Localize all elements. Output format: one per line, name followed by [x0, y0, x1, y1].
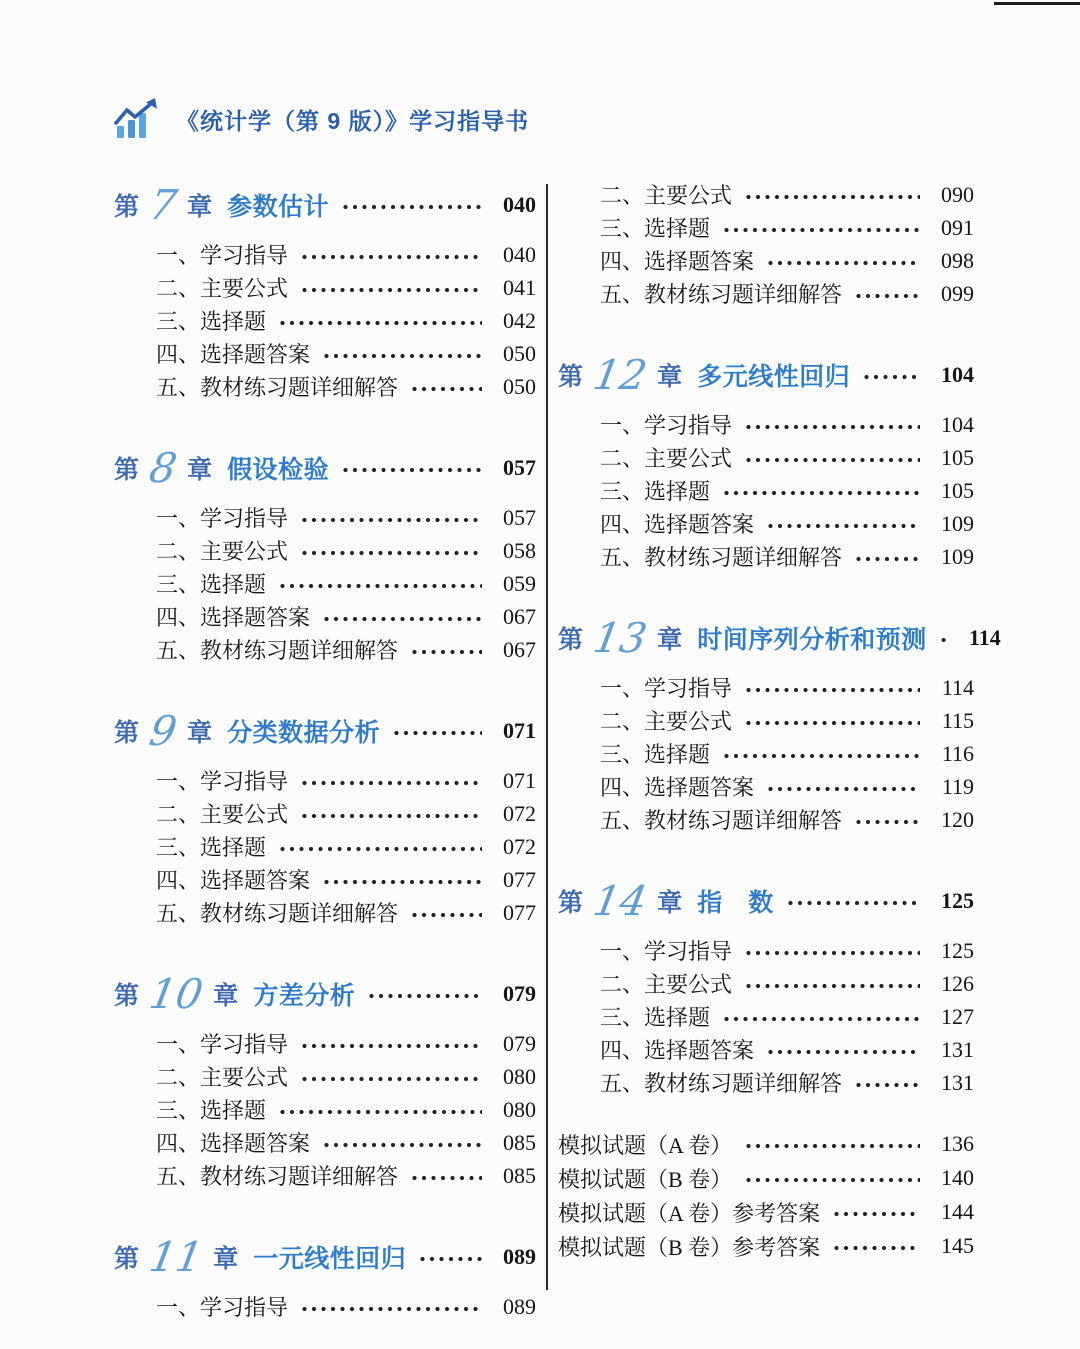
chapter-page-number: 079 [503, 981, 536, 1006]
page-number: 085 [503, 1162, 536, 1188]
toc-sub-entry [558, 803, 974, 836]
page-number: 085 [503, 1129, 536, 1155]
toc-sub-entry [114, 830, 536, 863]
dot-leader [300, 812, 482, 820]
chapter-heading [114, 178, 536, 232]
entry-label: 二、主要公式 [156, 1065, 289, 1090]
page-number: 091 [941, 214, 974, 240]
toc-sub-entry [114, 1093, 536, 1126]
dot-leader [744, 686, 920, 694]
toc-sub-entry [558, 507, 974, 540]
dot-leader [300, 549, 482, 557]
toc-entry [558, 1127, 974, 1161]
entry-label: 三、选择题 [600, 1005, 711, 1030]
page-number: 131 [941, 1069, 974, 1095]
page-number: 058 [503, 537, 536, 563]
dot-leader [744, 1142, 920, 1150]
page-number: 042 [503, 307, 536, 333]
toc-sub-entry [558, 244, 974, 277]
entry-label: 三、选择题 [156, 572, 267, 597]
page-number: 067 [503, 603, 536, 629]
toc-columns [114, 178, 1001, 1323]
entry-label: 二、主要公式 [156, 276, 289, 301]
entry-label: 五、教材练习题详细解答 [156, 1164, 399, 1189]
entry-label: 四、选择题答案 [600, 512, 755, 537]
entry-label: 三、选择题 [156, 835, 267, 860]
chapter-page-number: 114 [968, 625, 1001, 650]
entry-label: 四、选择题答案 [600, 775, 755, 800]
toc-sub-entry [558, 770, 974, 803]
dot-leader [722, 1015, 920, 1023]
exam-paper-list [558, 1127, 974, 1263]
page-number: 090 [941, 181, 974, 207]
chapter-title: 时间序列分析和预测 [697, 626, 927, 654]
toc-sub-entry [558, 441, 974, 474]
dot-leader [300, 1075, 482, 1083]
dot-leader [832, 1244, 920, 1252]
toc-sub-entry [114, 1159, 536, 1192]
dot-leader [766, 1048, 920, 1056]
page-number: 136 [941, 1131, 974, 1156]
dot-leader [862, 373, 920, 381]
entry-label: 一、学习指导 [156, 1295, 289, 1320]
chapter-heading [114, 441, 536, 495]
entry-label: 五、教材练习题详细解答 [156, 901, 399, 926]
entry-label: 一、学习指导 [156, 506, 289, 531]
chapter-suffix: 章 [213, 982, 239, 1010]
entry-label: 三、选择题 [600, 742, 711, 767]
page-number: 109 [941, 510, 974, 536]
dot-leader [300, 1305, 482, 1313]
toc-entry [558, 1229, 974, 1263]
page-number: 120 [941, 806, 974, 832]
toc-sub-entry [114, 370, 536, 403]
toc-sub-entry [114, 896, 536, 929]
page-number: 057 [503, 504, 536, 530]
dot-leader [392, 729, 482, 737]
chapter-prefix: 第 [114, 193, 140, 221]
page-number: 127 [941, 1003, 974, 1029]
dot-leader [300, 1042, 482, 1050]
page-number: 080 [503, 1063, 536, 1089]
toc-sub-entry [558, 1033, 974, 1066]
entry-label: 一、学习指导 [156, 1032, 289, 1057]
toc-entry [558, 1161, 974, 1195]
dot-leader [410, 911, 482, 919]
dot-leader [278, 845, 482, 853]
page-number: 144 [941, 1199, 974, 1224]
page-number: 116 [941, 740, 974, 766]
dot-leader [854, 1081, 920, 1089]
dot-leader [300, 779, 482, 787]
dot-leader [744, 982, 920, 990]
page-number: 105 [941, 477, 974, 503]
page-number: 080 [503, 1096, 536, 1122]
page-number: 040 [503, 241, 536, 267]
entry-label: 四、选择题答案 [156, 342, 311, 367]
page-number: 089 [503, 1293, 536, 1319]
toc-column-right [558, 178, 1001, 1263]
dot-leader [341, 466, 482, 474]
page-number: 115 [941, 707, 974, 733]
chapter-heading [114, 1230, 536, 1284]
toc-sub-entry [114, 863, 536, 896]
entry-label: 二、主要公式 [156, 802, 289, 827]
page-number: 125 [941, 937, 974, 963]
page-number: 041 [503, 274, 536, 300]
page-number: 114 [941, 674, 974, 700]
entry-label: 模拟试题（B 卷）参考答案 [558, 1234, 821, 1260]
page-number: 072 [503, 800, 536, 826]
toc-sub-entry [114, 1126, 536, 1159]
toc-sub-entry [558, 1000, 974, 1033]
page-number: 077 [503, 899, 536, 925]
column-divider [546, 184, 548, 1290]
chapter-suffix: 章 [657, 889, 683, 917]
chapter-number: 12 [589, 350, 651, 399]
entry-label: 五、教材练习题详细解答 [600, 808, 843, 833]
entry-label: 二、主要公式 [600, 709, 733, 734]
chapter-prefix: 第 [114, 982, 140, 1010]
page-number: 126 [941, 970, 974, 996]
page-number: 140 [941, 1165, 974, 1190]
page-header [114, 98, 529, 138]
toc-sub-entry [114, 304, 536, 337]
book-title: 《统计学（第 9 版）》学习指导书 [176, 108, 530, 134]
toc-sub-entry [558, 671, 974, 704]
dot-leader [367, 992, 482, 1000]
chapter-suffix: 章 [187, 719, 213, 747]
chapter-heading [114, 967, 536, 1021]
page-number: 072 [503, 833, 536, 859]
dot-leader [744, 719, 920, 727]
toc-sub-entry [114, 797, 536, 830]
chapter-page-number: 089 [503, 1244, 536, 1269]
toc-sub-entry [114, 271, 536, 304]
entry-label: 三、选择题 [156, 309, 267, 334]
entry-label: 三、选择题 [600, 479, 711, 504]
toc-sub-entry [114, 501, 536, 534]
dot-leader [322, 878, 482, 886]
chapter-heading [558, 874, 974, 928]
dot-leader [300, 253, 482, 261]
page-number: 050 [503, 340, 536, 366]
entry-label: 二、主要公式 [600, 446, 733, 471]
chapter-page-number: 104 [941, 362, 974, 387]
toc-sub-entry [114, 764, 536, 797]
chapter-page-number: 071 [503, 718, 536, 743]
dot-leader [722, 489, 920, 497]
page-number: 059 [503, 570, 536, 596]
chapter-number: 7 [145, 180, 181, 229]
entry-label: 模拟试题（B 卷） [558, 1166, 733, 1192]
chapter-prefix: 第 [114, 1245, 140, 1273]
page-number: 145 [941, 1233, 974, 1258]
entry-label: 一、学习指导 [600, 939, 733, 964]
dot-leader [410, 1174, 482, 1182]
chapter-prefix: 第 [558, 363, 584, 391]
entry-label: 五、教材练习题详细解答 [600, 282, 843, 307]
chapter-prefix: 第 [558, 889, 584, 917]
dot-leader [341, 203, 482, 211]
dot-leader [832, 1210, 920, 1218]
toc-sub-entry [114, 534, 536, 567]
toc-sub-entry [558, 277, 974, 310]
chapter-heading [114, 704, 536, 758]
dot-leader [744, 423, 920, 431]
toc-sub-entry [114, 633, 536, 666]
entry-label: 四、选择题答案 [156, 1131, 311, 1156]
chapter-suffix: 章 [187, 193, 213, 221]
chapter-title: 参数估计 [227, 193, 330, 221]
dot-leader [744, 456, 920, 464]
dot-leader [854, 292, 920, 300]
dot-leader [300, 286, 482, 294]
chapter-page-number: 057 [503, 455, 536, 480]
dot-leader [744, 1176, 920, 1184]
chapter-page-number: 125 [941, 888, 974, 913]
entry-label: 二、主要公式 [600, 183, 733, 208]
entry-label: 三、选择题 [156, 1098, 267, 1123]
entry-label: 五、教材练习题详细解答 [156, 638, 399, 663]
toc-sub-entry [558, 178, 974, 211]
dot-leader [418, 1255, 482, 1263]
dot-leader [410, 385, 482, 393]
toc-sub-entry [558, 704, 974, 737]
chapter-number: 11 [145, 1232, 207, 1281]
entry-label: 一、学习指导 [600, 676, 733, 701]
dot-leader [786, 899, 920, 907]
toc-sub-entry [114, 600, 536, 633]
toc-sub-entry [114, 1290, 536, 1323]
toc-sub-entry [558, 737, 974, 770]
chapter-prefix: 第 [558, 626, 584, 654]
chapter-title: 假设检验 [227, 456, 330, 484]
dot-leader [939, 636, 947, 644]
page-number: 131 [941, 1036, 974, 1062]
toc-sub-entry [114, 238, 536, 271]
page-number: 067 [503, 636, 536, 662]
dot-leader [744, 193, 920, 201]
dot-leader [278, 582, 482, 590]
chapter-heading [558, 348, 974, 402]
dot-leader [722, 752, 920, 760]
page-number: 077 [503, 866, 536, 892]
toc-entry [558, 1195, 974, 1229]
entry-label: 三、选择题 [600, 216, 711, 241]
dot-leader [278, 319, 482, 327]
toc-sub-entry [558, 540, 974, 573]
toc-sub-entry [114, 1060, 536, 1093]
entry-label: 四、选择题答案 [156, 605, 311, 630]
chapter-title: 一元线性回归 [253, 1245, 407, 1273]
chapter-title: 多元线性回归 [697, 363, 851, 391]
chapter-suffix: 章 [657, 363, 683, 391]
entry-label: 模拟试题（A 卷） [558, 1132, 733, 1158]
chart-trend-logo-icon [114, 98, 162, 138]
chapter-number: 8 [145, 443, 181, 492]
dot-leader [410, 648, 482, 656]
entry-label: 模拟试题（A 卷）参考答案 [558, 1200, 821, 1226]
chapter-prefix: 第 [114, 456, 140, 484]
entry-label: 五、教材练习题详细解答 [156, 375, 399, 400]
entry-label: 二、主要公式 [600, 972, 733, 997]
toc-sub-entry [558, 474, 974, 507]
chapter-title: 分类数据分析 [227, 719, 381, 747]
chapter-number: 10 [145, 969, 207, 1018]
dot-leader [322, 615, 482, 623]
dot-leader [766, 259, 920, 267]
page-number: 109 [941, 543, 974, 569]
chapter-number: 13 [589, 613, 651, 662]
chapter-title: 指 数 [697, 889, 774, 917]
entry-label: 四、选择题答案 [600, 249, 755, 274]
chapter-suffix: 章 [213, 1245, 239, 1273]
dot-leader [322, 352, 482, 360]
page-number: 098 [941, 247, 974, 273]
chapter-number: 9 [145, 706, 181, 755]
page-number: 119 [941, 773, 974, 799]
entry-label: 四、选择题答案 [600, 1038, 755, 1063]
chapter-suffix: 章 [187, 456, 213, 484]
toc-sub-entry [558, 408, 974, 441]
page-number: 050 [503, 373, 536, 399]
top-right-rule [994, 2, 1080, 5]
entry-label: 二、主要公式 [156, 539, 289, 564]
page-number: 099 [941, 280, 974, 306]
entry-label: 五、教材练习题详细解答 [600, 545, 843, 570]
page-number: 071 [503, 767, 536, 793]
dot-leader [766, 785, 920, 793]
dot-leader [854, 555, 920, 563]
toc-sub-entry [114, 337, 536, 370]
chapter-number: 14 [589, 876, 651, 925]
dot-leader [278, 1108, 482, 1116]
chapter-heading [558, 611, 1001, 665]
page-number: 105 [941, 444, 974, 470]
toc-sub-entry [114, 567, 536, 600]
toc-sub-entry [558, 967, 974, 1000]
entry-label: 一、学习指导 [600, 413, 733, 438]
entry-label: 一、学习指导 [156, 769, 289, 794]
chapter-title: 方差分析 [253, 982, 356, 1010]
chapter-suffix: 章 [657, 626, 683, 654]
dot-leader [854, 818, 920, 826]
toc-sub-entry [114, 1027, 536, 1060]
toc-sub-entry [558, 211, 974, 244]
entry-label: 五、教材练习题详细解答 [600, 1071, 843, 1096]
toc-sub-entry [558, 1066, 974, 1099]
entry-label: 一、学习指导 [156, 243, 289, 268]
dot-leader [766, 522, 920, 530]
dot-leader [722, 226, 920, 234]
entry-label: 四、选择题答案 [156, 868, 311, 893]
toc-sub-entry [558, 934, 974, 967]
dot-leader [744, 949, 920, 957]
chapter-prefix: 第 [114, 719, 140, 747]
page-number: 079 [503, 1030, 536, 1056]
chapter-page-number: 040 [503, 192, 536, 217]
dot-leader [322, 1141, 482, 1149]
toc-column-left [114, 178, 536, 1323]
dot-leader [300, 516, 482, 524]
page-number: 104 [941, 411, 974, 437]
